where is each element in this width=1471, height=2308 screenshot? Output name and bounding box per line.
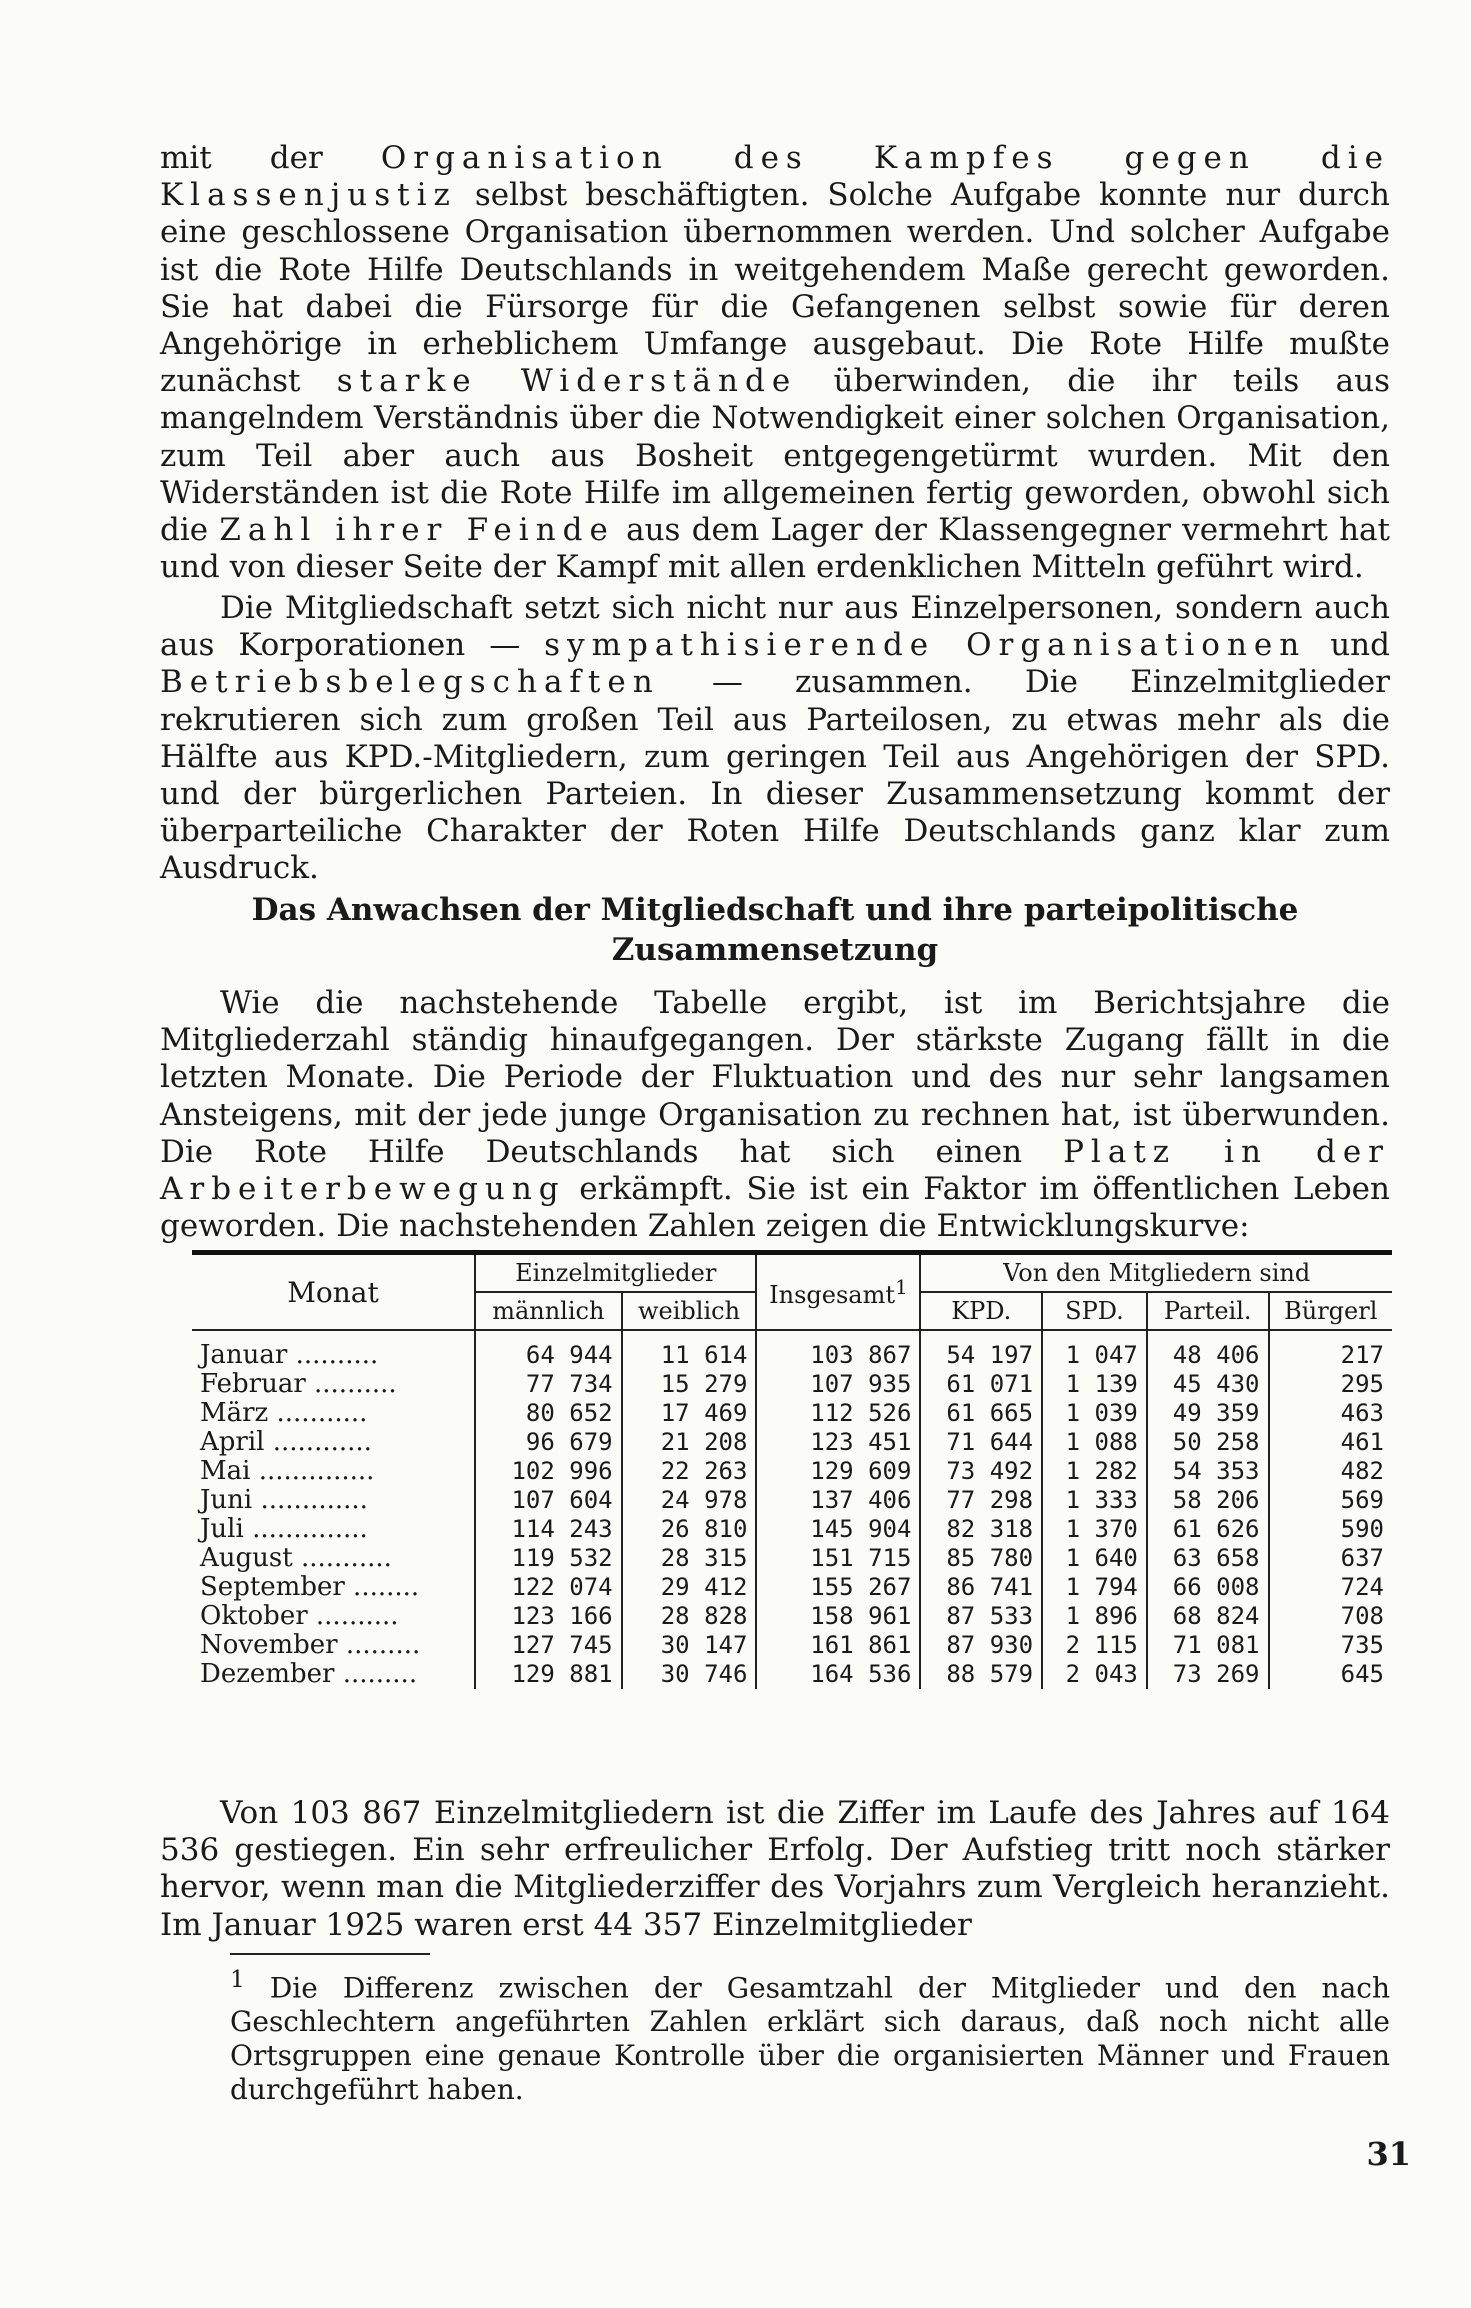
value-cell: 119 532: [475, 1544, 622, 1573]
value-cell: 87 930: [920, 1631, 1042, 1660]
table-row: [192, 1399, 1392, 1428]
value-cell: 129 881: [475, 1660, 622, 1689]
table-row: [192, 1573, 1392, 1602]
value-cell: 61 665: [920, 1399, 1042, 1428]
value-cell: 145 904: [756, 1515, 920, 1544]
value-cell: 28 828: [622, 1602, 757, 1631]
value-cell: 1 088: [1042, 1428, 1147, 1457]
text-run: Die Mitgliedschaft setzt sich nicht nur aus Einzelpersonen, sondern auch aus Korporationen —: [160, 590, 1390, 664]
spaced-emphasis: Organisation des Kampfes gegen die Klassenjustiz: [160, 140, 1391, 214]
value-cell: 68 824: [1147, 1602, 1269, 1631]
value-cell: 637: [1269, 1544, 1393, 1573]
value-cell: 107 604: [475, 1486, 622, 1515]
value-cell: 569: [1269, 1486, 1393, 1515]
value-cell: 463: [1269, 1399, 1393, 1428]
value-cell: 1 896: [1042, 1602, 1147, 1631]
value-cell: 1 039: [1042, 1399, 1147, 1428]
value-cell: 11 614: [622, 1330, 757, 1370]
month-cell: November .........: [200, 1630, 421, 1660]
text-run: Wie die nachstehende Tabelle ergibt, ist im Berichtsjahre die Mitgliederzahl ständig hinaufgegangen. Der stärkste Zugang fällt in die letzten Monate. Die Periode der Fluktuation und des nur sehr langsamen Ansteigens, mit der jede junge Organisation zu rechnen hat, ist überwunden. Die Rote Hilfe Deutschlands hat sich einen: [160, 985, 1390, 1170]
value-cell: 48 406: [1147, 1330, 1269, 1370]
value-cell: 30 746: [622, 1660, 757, 1689]
section-heading: [160, 890, 1390, 970]
value-cell: 482: [1269, 1457, 1393, 1486]
value-cell: 103 867: [756, 1330, 920, 1370]
value-cell: 88 579: [920, 1660, 1042, 1689]
membership-table: [192, 1250, 1392, 1689]
value-cell: 724: [1269, 1573, 1393, 1602]
spaced-emphasis: Platz in der Arbeiterbewegung: [160, 1133, 1390, 1208]
header-insgesamt: [756, 1253, 920, 1331]
value-cell: 127 745: [475, 1631, 622, 1660]
value-cell: 49 359: [1147, 1399, 1269, 1428]
heading-line-2: Zusammensetzung: [611, 932, 939, 968]
header-parteil: Parteil.: [1147, 1292, 1269, 1330]
value-cell: 54 197: [920, 1330, 1042, 1370]
value-cell: 17 469: [622, 1399, 757, 1428]
page-number: 31: [1366, 2135, 1411, 2173]
value-cell: 71 081: [1147, 1631, 1269, 1660]
value-cell: 45 430: [1147, 1370, 1269, 1399]
month-cell: August ...........: [200, 1543, 392, 1573]
table-row: [192, 1544, 1392, 1573]
text-run: selbst beschäftigten. Solche Aufgabe konnte nur durch eine geschlossene Organisation übernommen werden. Und solcher Aufgabe ist die Rote Hilfe Deutschlands in weitgehendem Maße gerecht geworden. Sie hat dabei die Fürsorge für die Gefangenen selbst sowie für deren Angehörige in erheblichem Umfange ausgebaut. Die Rote Hilfe mußte zunächst: [160, 177, 1390, 400]
month-cell: Januar ..........: [200, 1340, 379, 1370]
value-cell: 137 406: [756, 1486, 920, 1515]
value-cell: 86 741: [920, 1573, 1042, 1602]
table-row: [192, 1457, 1392, 1486]
spaced-emphasis: Betriebsbelegschaften: [160, 664, 660, 701]
spaced-emphasis: sympathisierende Organisationen: [544, 627, 1307, 664]
text-run: aus dem Lager der Klassengegner vermehrt hat und von dieser Seite der Kampf mit allen erdenklichen Mitteln geführt wird.: [160, 512, 1390, 586]
value-cell: 63 658: [1147, 1544, 1269, 1573]
month-cell: Mai ..............: [200, 1456, 375, 1486]
value-cell: 66 008: [1147, 1573, 1269, 1602]
month-cell: Dezember .........: [200, 1659, 418, 1689]
value-cell: 71 644: [920, 1428, 1042, 1457]
value-cell: 96 679: [475, 1428, 622, 1457]
table-row: [192, 1370, 1392, 1399]
value-cell: 1 640: [1042, 1544, 1147, 1573]
paragraph-1: [160, 140, 1390, 586]
value-cell: 22 263: [622, 1457, 757, 1486]
paragraph-3: [160, 985, 1390, 1245]
value-cell: 28 315: [622, 1544, 757, 1573]
value-cell: 77 734: [475, 1370, 622, 1399]
header-insgesamt-label: Insgesamt: [769, 1281, 895, 1309]
month-cell: April ............: [200, 1427, 372, 1457]
month-cell: Juli ..............: [200, 1514, 368, 1544]
heading-line-1: Das Anwachsen der Mitgliedschaft und ihre parteipolitische: [251, 892, 1299, 928]
value-cell: 158 961: [756, 1602, 920, 1631]
spaced-emphasis: starke Widerstände: [336, 363, 798, 400]
value-cell: 123 166: [475, 1602, 622, 1631]
value-cell: 155 267: [756, 1573, 920, 1602]
value-cell: 58 206: [1147, 1486, 1269, 1515]
header-weiblich: weiblich: [622, 1292, 757, 1330]
value-cell: 1 282: [1042, 1457, 1147, 1486]
value-cell: 87 533: [920, 1602, 1042, 1631]
header-monat: Monat: [192, 1253, 475, 1331]
table-row: [192, 1602, 1392, 1631]
text-run: und: [1306, 627, 1390, 664]
value-cell: 114 243: [475, 1515, 622, 1544]
table-row: [192, 1660, 1392, 1689]
value-cell: 164 536: [756, 1660, 920, 1689]
value-cell: 1 139: [1042, 1370, 1147, 1399]
value-cell: 64 944: [475, 1330, 622, 1370]
value-cell: 77 298: [920, 1486, 1042, 1515]
text-run: — zusammen. Die Einzelmitglieder rekrutieren sich zum großen Teil aus Parteilosen, zu etwas mehr als die Hälfte aus KPD.-Mitgliedern, zum geringen Teil aus Angehörigen der SPD. und der bürgerlichen Parteien. In dieser Zusammensetzung kommt der überparteiliche Charakter der Roten Hilfe Deutschlands ganz klar zum Ausdruck.: [160, 664, 1390, 887]
value-cell: 1 047: [1042, 1330, 1147, 1370]
value-cell: 217: [1269, 1330, 1393, 1370]
value-cell: 29 412: [622, 1573, 757, 1602]
table-row: [192, 1631, 1392, 1660]
value-cell: 73 269: [1147, 1660, 1269, 1689]
value-cell: 590: [1269, 1515, 1393, 1544]
value-cell: 2 043: [1042, 1660, 1147, 1689]
footnote-divider: [230, 1953, 430, 1955]
value-cell: 461: [1269, 1428, 1393, 1457]
value-cell: 73 492: [920, 1457, 1042, 1486]
value-cell: 102 996: [475, 1457, 622, 1486]
value-cell: 21 208: [622, 1428, 757, 1457]
value-cell: 161 861: [756, 1631, 920, 1660]
footnote-ref: 1: [894, 1275, 908, 1299]
header-einzelmitglieder: Einzelmitglieder: [475, 1253, 756, 1293]
value-cell: 85 780: [920, 1544, 1042, 1573]
value-cell: 151 715: [756, 1544, 920, 1573]
table-row: [192, 1515, 1392, 1544]
value-cell: 54 353: [1147, 1457, 1269, 1486]
text-run: mit der: [160, 140, 381, 176]
table-body: [192, 1330, 1392, 1689]
paragraph-2: [160, 590, 1390, 888]
table-row: [192, 1330, 1392, 1370]
footnote-text: Die Differenz zwischen der Gesamtzahl der Mitglieder und den nach Geschlechtern angeführten Zahlen erklärt sich daraus, daß noch nicht alle Ortsgruppen eine genaue Kontrolle über die organisierten Männer und Frauen durchgeführt haben.: [230, 1971, 1390, 2107]
value-cell: 112 526: [756, 1399, 920, 1428]
footnote-marker: 1: [230, 1965, 245, 1993]
value-cell: 50 258: [1147, 1428, 1269, 1457]
value-cell: 80 652: [475, 1399, 622, 1428]
value-cell: 1 370: [1042, 1515, 1147, 1544]
footnote: [230, 1962, 1390, 2107]
header-maennlich: männlich: [475, 1292, 622, 1330]
paragraph-4: Von 103 867 Einzelmitgliedern ist die Ziffer im Laufe des Jahres auf 164 536 gestiegen. Ein sehr erfreulicher Erfolg. Der Aufstieg tritt noch stärker hervor, wenn man die Mitgliederziffer des Vorjahrs zum Vergleich heranzieht. Im Januar 1925 waren erst 44 357 Einzelmitglieder: [160, 1795, 1390, 1943]
header-kpd: KPD.: [920, 1292, 1042, 1330]
text-run: überwinden, die ihr teils aus mangelndem Verständnis über die Notwendigkeit einer solchen Organisation, zum Teil aber auch aus Bosheit entgegengetürmt wurden. Mit den Widerständen ist die Rote Hilfe im allgemeinen fertig geworden, obwohl sich die: [160, 363, 1390, 549]
header-spd: SPD.: [1042, 1292, 1147, 1330]
value-cell: 30 147: [622, 1631, 757, 1660]
value-cell: 735: [1269, 1631, 1393, 1660]
value-cell: 645: [1269, 1660, 1393, 1689]
value-cell: 1 794: [1042, 1573, 1147, 1602]
value-cell: 2 115: [1042, 1631, 1147, 1660]
month-cell: Februar ..........: [200, 1369, 397, 1399]
value-cell: 82 318: [920, 1515, 1042, 1544]
month-cell: Oktober ..........: [200, 1601, 399, 1631]
value-cell: 107 935: [756, 1370, 920, 1399]
value-cell: 61 626: [1147, 1515, 1269, 1544]
table-row: [192, 1428, 1392, 1457]
header-von-den-mitgliedern: Von den Mitgliedern sind: [920, 1253, 1392, 1293]
spaced-emphasis: Zahl ihrer Feinde: [219, 512, 615, 549]
text-run: erkämpft. Sie ist ein Faktor im öffentlichen Leben geworden. Die nachstehenden Zahlen zeigen die Entwicklungskurve:: [160, 1171, 1390, 1245]
value-cell: 708: [1269, 1602, 1393, 1631]
value-cell: 24 978: [622, 1486, 757, 1515]
value-cell: 123 451: [756, 1428, 920, 1457]
value-cell: 1 333: [1042, 1486, 1147, 1515]
value-cell: 295: [1269, 1370, 1393, 1399]
value-cell: 61 071: [920, 1370, 1042, 1399]
table-row: [192, 1486, 1392, 1515]
month-cell: Juni .............: [200, 1485, 368, 1515]
month-cell: September ........: [200, 1572, 420, 1602]
value-cell: 15 279: [622, 1370, 757, 1399]
value-cell: 122 074: [475, 1573, 622, 1602]
header-buergerl: Bürgerl: [1269, 1292, 1393, 1330]
value-cell: 129 609: [756, 1457, 920, 1486]
value-cell: 26 810: [622, 1515, 757, 1544]
month-cell: März ...........: [200, 1398, 368, 1428]
